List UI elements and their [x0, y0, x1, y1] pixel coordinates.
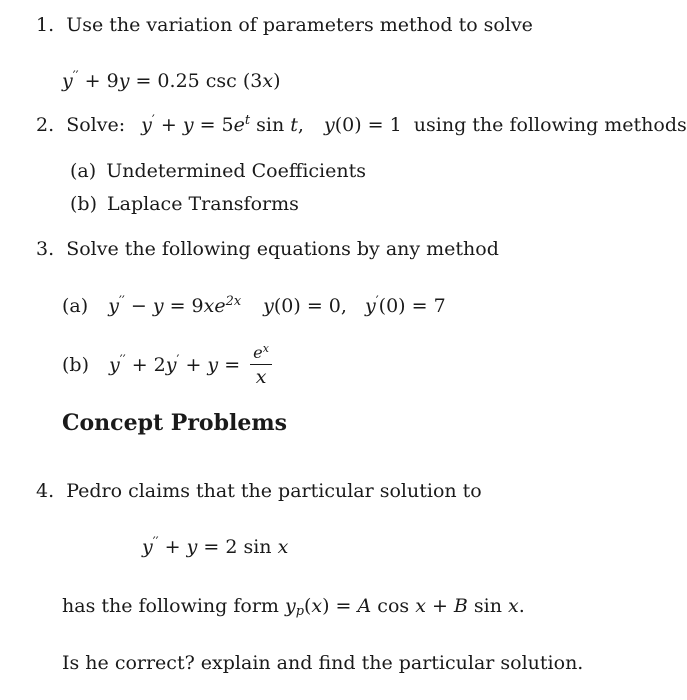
problem-3-statement: 3. Solve the following equations by any method — [36, 238, 499, 260]
problem-2-statement: 2. Solve: $y' + y = 5e^t$ sin t, y(0) = 1 using the following methods — [36, 112, 687, 136]
problem-4-number: 4. — [36, 480, 55, 502]
problem-1-equation: y′′ + 9y = 0.25 csc (3x) — [62, 68, 281, 92]
problem-2-equation: $y' + y = 5e^t$ sin t, — [141, 112, 304, 136]
problem-2-tail: using the following methods — [413, 114, 687, 136]
problem-3-part-b: (b) y′′ + 2y′ + y = $\frac{e^x}{x}$ — [62, 345, 272, 387]
problem-1-text: Use the variation of parameters method to solve — [66, 14, 533, 36]
problem-3-part-a: (a) $y'' - y = 9xe^{2x}$ y(0) = 0, y′(0) = 7 — [62, 293, 446, 317]
problem-1-number: 1. — [36, 14, 55, 36]
concept-problems-heading: Concept Problems — [62, 410, 287, 436]
problem-2-part-a: (a) Undetermined Coefficients — [70, 160, 366, 182]
problem-2-number: 2. — [36, 114, 55, 136]
problem-4-equation: y′′ + y = 2 sin x — [142, 534, 289, 558]
problem-4-form-statement: has the following form $y_p(x) = A$ cos x + B sin x. — [62, 595, 525, 620]
problem-2-initial-condition: y(0) = 1 — [323, 114, 402, 136]
problem-3-number: 3. — [36, 238, 55, 260]
problem-2-part-b: (b) Laplace Transforms — [70, 193, 299, 215]
problem-1-statement — [36, 16, 533, 35]
problem-4-question: Is he correct? explain and find the particular solution. — [62, 652, 584, 674]
problem-4-statement: 4. Pedro claims that the particular solution to — [36, 480, 482, 502]
problem-3-b-fraction: $\frac{e^x}{x}$ — [250, 345, 272, 387]
